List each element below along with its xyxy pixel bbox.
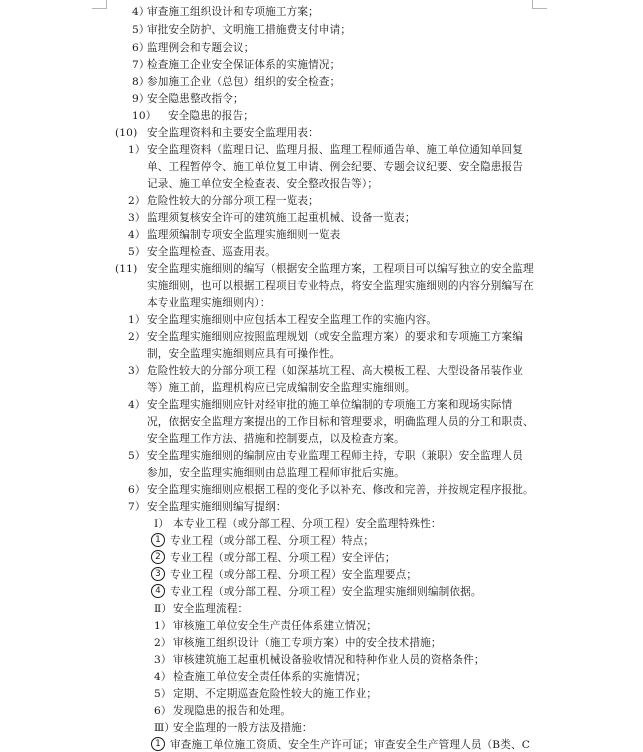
text-line: 实施细则，也可以根据工程项目专业特点，将安全监理实施细则的内容分别编写在 (147, 280, 534, 292)
text-line: 审批安全防护、文明施工措施费支付申请； (147, 24, 352, 36)
text-line: 况，依据安全监理方案提出的工作目标和管理要求，明确监理人员的分工和职责、 (147, 416, 534, 428)
text-line: 审核施工单位安全生产责任体系建立情况； (173, 620, 378, 632)
text-line: 等）施工前，监理机构应已完成编制安全监理实施细则。 (147, 382, 416, 394)
text-line: 安全监理资料和主要安全监理用表： (147, 127, 319, 139)
list-number: 3） (154, 654, 172, 666)
list-number: 2） (154, 637, 172, 649)
text-line: 参加，安全监理实施细则由总监理工程师审批后实施。 (147, 467, 405, 479)
text-line: 检查施工企业安全保证体系的实施情况； (147, 59, 341, 71)
text-line: 危险性较大的分部分项工程（如深基坑工程、高大模板工程、大型设备吊装作业 (147, 365, 524, 377)
text-line: 审核建筑施工起重机械设备验收情况和特种作业人员的资格条件； (173, 654, 485, 666)
text-line: 安全监理实施细则应按照监理规划（或安全监理方案）的要求和专项施工方案编 (147, 331, 524, 343)
list-number: 4） (154, 671, 172, 683)
list-number: 6） (128, 484, 146, 496)
list-number: 7） (128, 501, 146, 513)
list-number: Ⅰ） (154, 518, 170, 530)
list-number: 6） (154, 705, 172, 717)
text-line: 检查施工单位安全责任体系的实施情况； (173, 671, 367, 683)
text-line: 危险性较大的分部分项工程一览表； (147, 195, 319, 207)
list-number: (10) (115, 127, 138, 139)
text-line: 安全监理实施细则应针对经审批的施工单位编制的专项施工方案和现场实际情 (147, 399, 513, 411)
list-number: 3 (151, 568, 165, 582)
list-number: 1 (151, 534, 165, 548)
list-number: (11) (115, 263, 138, 275)
list-number: 5） (132, 24, 150, 36)
text-line: 监理须编制专项安全监理实施细则一览表 (147, 229, 341, 241)
text-line: 专业工程（或分部工程、分项工程）安全监理实施细则编制依据。 (170, 586, 482, 598)
text-line: 监理例会和专题会议； (147, 42, 255, 54)
list-number: 4） (128, 229, 146, 241)
list-number: 6） (132, 42, 150, 54)
list-number: 4） (132, 6, 150, 18)
list-number: 8） (132, 76, 150, 88)
text-line: 安全隐患的报告； (168, 110, 254, 122)
list-number: 4 (151, 585, 165, 599)
text-line: 审核施工组织设计（施工专项方案）中的安全技术措施； (173, 637, 442, 649)
text-line: 安全监理检查、巡查用表。 (147, 246, 276, 258)
text-line: 安全监理流程： (173, 603, 249, 615)
list-number: 5） (128, 246, 146, 258)
text-line: 安全监理实施细则的编写（根据安全监理方案，工程项目可以编写独立的安全监理 (147, 263, 534, 275)
text-line: 安全监理实施细则的编制应由专业监理工程师主持，专职（兼职）安全监理人员 (147, 450, 524, 462)
list-number: 5） (128, 450, 146, 462)
text-line: 监理须复核安全许可的建筑施工起重机械、设备一览表； (147, 212, 416, 224)
text-line: 审查施工组织设计和专项施工方案； (147, 6, 319, 18)
text-line: 专业工程（或分部工程、分项工程）安全评估； (170, 552, 396, 564)
list-number: 1） (154, 620, 172, 632)
text-line: 安全隐患整改指令； (147, 93, 244, 105)
text-line: 安全监理资料（监理日记、监理月报、监理工程师通告单、施工单位通知单回复 (147, 144, 524, 156)
text-line: 参加施工企业（总包）组织的安全检查； (147, 76, 341, 88)
text-line: 专业工程（或分部工程、分项工程）安全监理要点； (170, 569, 418, 581)
text-line: 定期、不定期巡查危险性较大的施工作业； (173, 688, 378, 700)
list-number: Ⅱ） (154, 603, 173, 615)
list-number: Ⅲ） (154, 722, 176, 734)
text-line: 审查施工单位施工资质、安全生产许可证；审查安全生产管理人员（B类、C (170, 739, 530, 751)
list-number: 1） (128, 144, 146, 156)
text-line: 本专业监理实施细则内）： (147, 297, 271, 309)
page-corner-mark-left (92, 0, 107, 9)
text-line: 单、工程暂停令、施工单位复工申请、例会纪要、专题会议纪要、安全隐患报告 (147, 161, 524, 173)
text-line: 安全监理实施细则编写提纲： (147, 501, 287, 513)
list-number: 7） (132, 59, 150, 71)
text-line: 安全监理工作方法、措施和控制要点，以及检查方案。 (147, 433, 405, 445)
list-number: 9） (132, 93, 150, 105)
list-number: 4） (128, 399, 146, 411)
list-number: 2） (128, 331, 146, 343)
list-number: 3） (128, 365, 146, 377)
list-number: 2） (128, 195, 146, 207)
list-number: 5） (154, 688, 172, 700)
page-corner-mark-right (532, 0, 547, 9)
list-number: 10） (132, 110, 157, 122)
text-line: 专业工程（或分部工程、分项工程）特点； (170, 535, 375, 547)
list-number: 3） (128, 212, 146, 224)
list-number: 2 (151, 551, 165, 565)
text-line: 安全监理实施细则中应包括本工程安全监理工作的实施内容。 (147, 314, 438, 326)
text-line: 发现隐患的报告和处理。 (173, 705, 292, 717)
text-line: 制，安全监理实施细则应具有可操作性。 (147, 348, 341, 360)
list-number: 1 (151, 738, 165, 752)
text-line: 安全监理的一般方法及措施： (173, 722, 313, 734)
text-line: 本专业工程（或分部工程、分项工程）安全监理特殊性： (173, 518, 442, 530)
text-line: 安全监理实施细则应根据工程的变化予以补充、修改和完善，并按规定程序报批。 (147, 484, 534, 496)
list-number: 1） (128, 314, 146, 326)
text-line: 记录、施工单位安全检查表、安全整改报告等）； (147, 178, 379, 190)
